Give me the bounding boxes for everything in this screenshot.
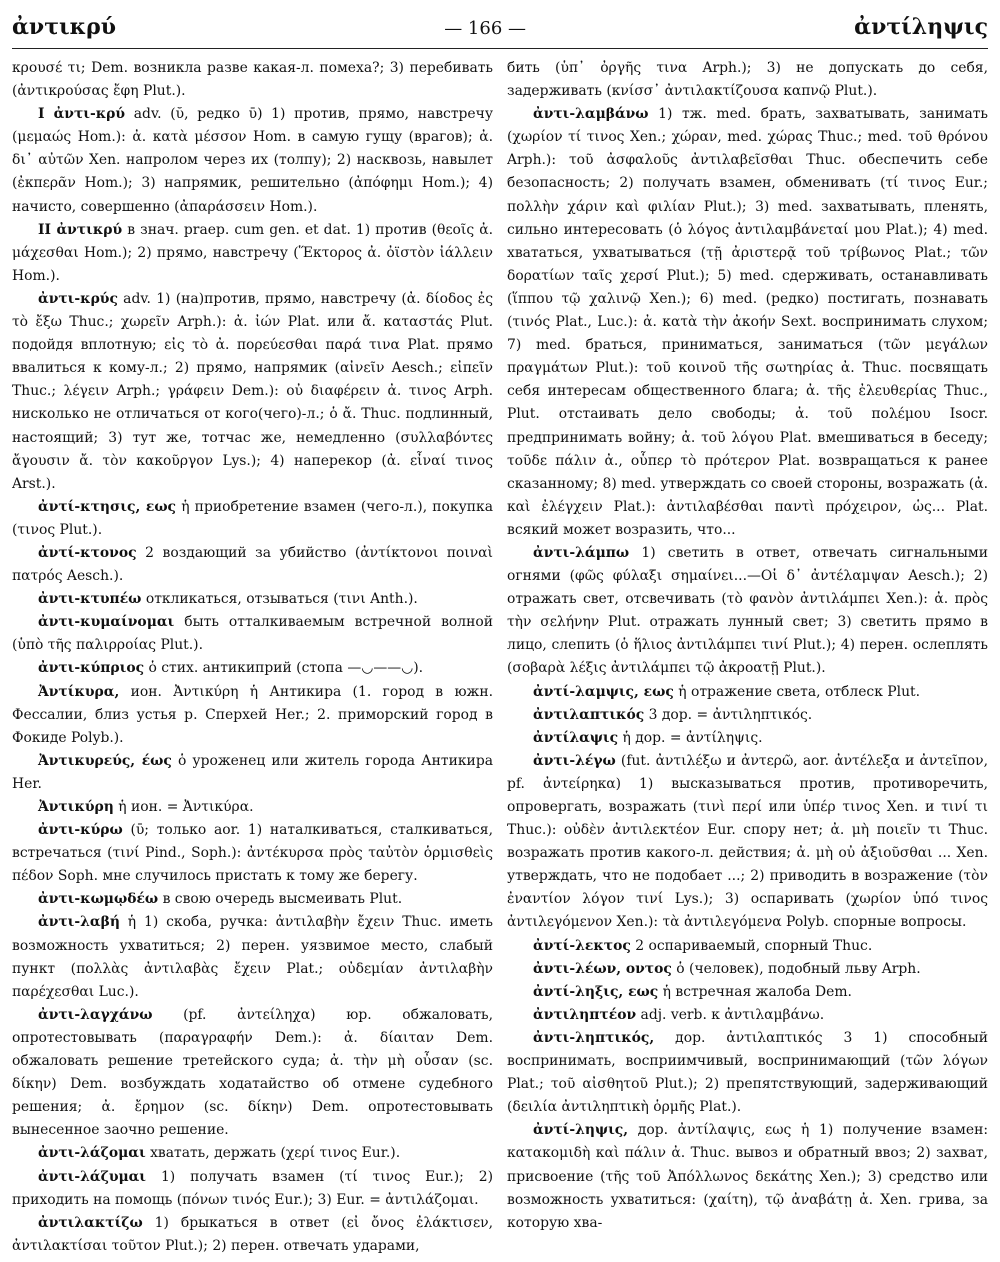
dictionary-entry — [507, 727, 988, 750]
dictionary-entry — [12, 681, 493, 750]
entry-definition: 3 дор. = ἀντιληπτικός. — [648, 706, 813, 723]
dictionary-entry — [507, 1004, 988, 1027]
text-columns — [12, 49, 988, 1262]
entry-headword: ἀντιλαπτικός — [533, 706, 645, 723]
right-column — [507, 57, 988, 1262]
entry-headword: ἀντι-λάζομαι — [38, 1145, 146, 1162]
entry-headword: ἀντί-ληξις, εως — [533, 983, 659, 1000]
entry-headword: ἀντί-ληψις, — [533, 1122, 629, 1139]
dictionary-entry — [507, 704, 988, 727]
dictionary-entry — [507, 981, 988, 1004]
dictionary-entry — [507, 1119, 988, 1234]
dictionary-entry — [12, 1166, 493, 1212]
entry-headword: ἀντί-λεκτος — [533, 937, 631, 954]
entry-definition: быть отталкиваемым встречной волной (ὑπὸ τῆς παλιρροίας Plut.). — [12, 614, 493, 654]
entry-definition: в свою очередь высмеивать Plut. — [162, 891, 403, 908]
dictionary-entry — [12, 1212, 493, 1258]
entry-definition: хватать, держать (χερί τινος Eur.). — [150, 1145, 401, 1162]
entry-headword: ἀντι-λάζυμαι — [38, 1168, 147, 1185]
entry-headword: ἀντι-κτυπέω — [38, 591, 142, 608]
entry-definition: ὁ (человек), подобный льву Arph. — [676, 960, 921, 977]
dictionary-entry — [12, 103, 493, 218]
entry-definition: 1) светить в ответ, отвечать сигнальными огнями (φῶς φύλαξι σημαίνει...—Οἱ δ᾽ ἀντέλαμψαν Aesch.); 2) отражать свет, отсвечивать (τὸ φανὸν ἀντιλάμπει Xen.): ἀ. πρὸς τὴν σελήνην Plut. отражать лунный свет; 3) светить прямо в лицо, слепить (ὁ ἥλιος ἀντιλάμπει τινί Plut.); 4) перен. ослеплять (σοβαρὰ λέξις ἀντιλάμπει τῷ ἀκροατῇ Plut.). — [507, 544, 988, 677]
entry-headword: ἀντι-λέγω — [533, 752, 616, 769]
page-header — [12, 14, 988, 49]
entry-headword: ἀντι-λαγχάνω — [38, 1006, 153, 1023]
dictionary-entry — [12, 888, 493, 911]
entry-definition: ион. Ἀντικύρη ἡ Антикира (1. город в южн. Фессалии, близ устья р. Сперхей Her.; 2. приморский город в Фокиде Polyb.). — [12, 683, 493, 746]
entry-headword: ἀντι-κρύς — [38, 290, 118, 307]
dictionary-entry — [507, 1027, 988, 1119]
dictionary-entry — [507, 935, 988, 958]
left-column — [12, 57, 493, 1262]
entry-definition: ἡ дор. = ἀντίληψις. — [622, 729, 763, 746]
dictionary-entry — [12, 219, 493, 288]
entry-definition: (ῡ; только aor. 1) наталкиваться, сталкиваться, встречаться (τινί Pind., Soph.): ἀντέκυρσα πρὸς ταὐτὸν ὁρμισθεὶς πέδον Soph. мне случилось пристать к тому же берегу. — [12, 822, 493, 885]
entry-definition: 1) тж. med. брать, захватывать, занимать (χωρίον τί τινος Xen.; χώραν, med. χώρας Thuc.; med. τοῦ θρόνου Arph.): τοῦ ἀσφαλοῦς ἀντιλαβεῖσθαι Thuc. обеспечить себе безопасность; 2) получать взамен, обменивать (τί τινος Eur.; πολλὴν χάριν καὶ φιλίαν Plut.); 3) med. захватывать, пленять, сильно интересовать (ὁ λόγος ἀντιλαμβάνεταί μου Plat.); 4) med. хвататься, ухватываться (τῇ ἀριστερᾷ τοῦ τρίβωνος Plat.; τῶν δορατίων ταῖς χερσί Plut.); 5) med. сдерживать, останавливать (ἵππου τῷ χαλινῷ Xen.); 6) med. (редко) постигать, познавать (τινός Plat., Luc.): ἀ. κατὰ τὴν ἀκοήν Sext. воспринимать слухом; 7) med. браться, приниматься, заниматься (τῶν μεγάλων πραγμάτων Plut.): τοῦ κοινοῦ τῆς σωτηρίας ἀ. Thuc. посвящать себя интересам общественного блага; ἀ. τῆς ἐλευθερίας Thuc., Plut. отстаивать дело свободы; ἀ. τοῦ πολέμου Isocr. предпринимать войну; ἀ. τοῦ λόγου Plat. вмешиваться в беседу; τοῦδε πάλιν ἀ., οὗπερ τὸ πρότερον Plat. возвращаться к ранее сказанному; 8) med. утверждать со своей стороны, возражать (ἀ. καὶ ἐλέγχειν Plat.): ἀντιλαβέσθαι παντὶ πρόχειρον, ὡς... Plat. всякий может возразить, что... — [507, 106, 988, 538]
entry-definition: ἡ 1) скоба, ручка: ἀντιλαβὴν ἔχειν Thuc. иметь возможность ухватиться; 2) перен. уязвимое место, слабый пункт (πολλὰς ἀντιλαβὰς ἔχειν Plat.; οὐδεμίαν ἀντιλαβὴν παρέχεσθαι Luc.). — [12, 914, 493, 1000]
entry-definition: adv. (ῠ, редко ῡ) 1) против, прямо, навстречу (μεμαώς Hom.): ἀ. κατὰ μέσσον Hom. в самую гущу (врагов); ἀ. δι᾽ αὐτῶν Xen. напролом через их (толпу); 2) насквозь, навылет (ἐκπερᾶν Hom.); 3) напрямик, решительно (ἀπόφημι Hom.); 4) начисто, совершенно (ἀπαράσσειν Hom.). — [12, 106, 493, 215]
entry-headword: ἀντι-κωμῳδέω — [38, 891, 159, 908]
entry-definition: 2 воздающий за убийство (ἀντίκτονοι ποιναὶ πατρός Aesch.). — [12, 544, 493, 585]
entry-headword: ἀντί-κτησις, εως — [38, 498, 176, 515]
entry-definition: дор. ἀντίλαψις, εως ἡ 1) получение взамен: κατακομιδὴ καὶ πάλιν ἀ. Thuc. вывоз и обратный ввоз; 2) захват, присвоение (τῆς τοῦ Ἀπόλλωνος δεκάτης Xen.); 3) средство или возможность ухватиться: (χαίτη), τῷ ἀναβάτῃ ἀ. Xen. грива, за которую хва- — [507, 1122, 988, 1231]
entry-definition: откликаться, отзываться (τινι Anth.). — [145, 591, 418, 608]
dictionary-entry — [12, 496, 493, 542]
dictionary-entry — [507, 750, 988, 935]
entry-definition: 2 оспариваемый, спорный Thuc. — [635, 937, 873, 954]
entry-definition: (fut. ἀντιλέξω и ἀντερῶ, aor. ἀντέλεξα и ἀντεῖπον, pf. ἀντείρηκα) 1) высказываться против, противоречить, опровергать, возражать (τινὶ περί или ὑπέρ τινος Xen. и τινί τι Thuc.): οὐδὲν ἀντιλεκτέον Eur. спору нет; ἀ. μὴ ποιεῖν τι Thuc. возражать против какого-л. действия; ἀ. μὴ οὐ ἀξιοῦσθαι ... Xen. утверждать, что не подобает ...; 2) приводить в возражение (τὸν ἐναντίον λόγον τινί Lys.); 3) оспаривать (χωρίον ὑπό τινος ἀντιλεγόμενον Xen.): τὰ ἀντιλεγόμενα Polyb. спорные вопросы. — [507, 752, 988, 931]
entry-headword: Ἀντίκυρα, — [38, 683, 120, 700]
entry-definition: ἡ встречная жалоба Dem. — [662, 983, 852, 1000]
dictionary-entry — [12, 588, 493, 611]
dictionary-entry — [12, 1142, 493, 1165]
entry-definition: ἡ ион. = Ἀντικύρα. — [118, 799, 254, 815]
entry-headword: Ἀντικύρη — [38, 799, 114, 815]
dictionary-entry — [12, 57, 493, 103]
entry-definition: (pf. ἀντείληχα) юр. обжаловать, опротестовывать (παραγραφήν Dem.): ἀ. δίαιταν Dem. обжаловать решение третейского суда; ἀ. τὴν μὴ οὖσαν (sc. δίκην) Dem. возбуждать ходатайство об отмене судебного решения; ἀ. ἔρημον (sc. δίκην) Dem. опротестовывать вынесенное заочно решение. — [12, 1006, 493, 1139]
entry-headword: ἀντι-λέων, οντος — [533, 960, 672, 977]
entry-headword: ἀντι-κυμαίνομαι — [38, 614, 175, 631]
entry-definition: ὁ стих. антикиприй (стопа —◡——◡). — [148, 660, 424, 677]
entry-headword: ἀντι-κύπριος — [38, 660, 145, 677]
page-number: — 166 — — [444, 18, 526, 39]
entry-headword: II ἀντικρύ — [38, 221, 123, 238]
dictionary-entry — [12, 796, 493, 819]
dictionary-entry — [12, 542, 493, 588]
dictionary-entry — [12, 819, 493, 888]
dictionary-entry — [12, 1004, 493, 1143]
left-running-headword: ἀντικρύ — [12, 14, 117, 40]
entry-definition: ὁ уроженец или житель города Антикира Her. — [12, 752, 493, 792]
dictionary-entry — [12, 911, 493, 1003]
entry-definition: 1) брыкаться в ответ (εἰ ὄνος ἐλάκτισεν, ἀντιλακτίσαι τοῦτον Plut.); 2) перен. отвечать ударами, — [12, 1214, 493, 1254]
dictionary-entry — [12, 750, 493, 796]
entry-headword: ἀντίλαψις — [533, 729, 619, 746]
dictionary-entry — [12, 657, 493, 680]
entry-headword: I ἀντι-κρύ — [38, 106, 126, 123]
entry-definition: 1) получать взамен (τί τινος Eur.); 2) приходить на помощь (πόνων τινός Eur.); 3) Eur. = ἀντιλάζομαι. — [12, 1168, 493, 1208]
dictionary-entry — [507, 57, 988, 103]
entry-headword: ἀντι-κύρω — [38, 822, 123, 839]
entry-headword: Ἀντικυρεύς, έως — [38, 752, 172, 769]
entry-definition: adv. 1) (на)против, прямо, навстречу (ἀ. δίοδος ἐς τὸ ἔξω Thuc.; χωρεῖν Arph.): ἀ. ἰών Plat. или ἄ. καταστάς Plut. подойдя вплотную; εἰς τὸ ἀ. πορεύεσθαι παρά τινα Plat. прямо ввалиться к кому-л.; 2) прямо, напрямик (αἰνεῖν Aesch.; εἰπεῖν Thuc.; λέγειν Arph.; γράφειν Dem.): οὐ διαφέρειν ἀ. τινος Arph. нисколько не отличаться от кого(чего)-л.; ὁ ἄ. Thuc. подлинный, настоящий; 3) тут же, тотчас же, немедленно (συλλαβόντες ἄγουσιν ἄ. τὸν κακοῦργον Lys.); 4) наперекор (ἀ. εἶναί τινος Arst.). — [12, 290, 493, 492]
entry-headword: ἀντι-ληπτικός, — [533, 1029, 655, 1046]
entry-headword: ἀντί-κτονος — [38, 544, 137, 561]
entry-headword: ἀντι-λαβή — [38, 914, 120, 931]
dictionary-entry — [507, 681, 988, 704]
entry-definition: ἡ приобретение взамен (чего-л.), покупка (τινος Plut.). — [12, 498, 493, 538]
dictionary-entry — [12, 611, 493, 657]
dictionary-entry — [507, 958, 988, 981]
entry-definition: дор. ἀντιλαπτικός 3 1) способный воспринимать, восприимчивый, воспринимающий (τῶν λόγων Plat.; τοῦ αἰσθητοῦ Plut.); 2) препятствующий, задерживающий (δειλία ἀντιληπτικὴ ὁρμῆς Plat.). — [507, 1029, 988, 1116]
entry-headword: ἀντιληπτέον — [533, 1006, 637, 1023]
entry-definition: κρουσέ τι; Dem. возникла разве какая-л. помеха?; 3) перебивать (ἀντικρούσας ἔφη Plut.). — [12, 60, 493, 100]
right-running-headword: ἀντίληψις — [854, 14, 988, 40]
entry-headword: ἀντί-λαμψις, εως — [533, 683, 674, 700]
dictionary-entry — [12, 288, 493, 496]
entry-headword: ἀντι-λαμβάνω — [533, 106, 649, 123]
entry-headword: ἀντι-λάμπω — [533, 544, 630, 561]
entry-definition: ἡ отражение света, отблеск Plut. — [678, 683, 921, 700]
dictionary-entry — [507, 542, 988, 681]
entry-headword: ἀντιλακτίζω — [38, 1214, 143, 1231]
dictionary-entry — [507, 103, 988, 542]
entry-definition: в знач. praep. cum gen. et dat. 1) против (θεοῖς ἀ. μάχεσθαι Hom.); 2) прямо, навстречу (Ἕκτορος ἀ. ὀϊστὸν ἰάλλειν Hom.). — [12, 221, 493, 284]
entry-definition: adj. verb. к ἀντιλαμβάνω. — [640, 1006, 825, 1023]
entry-definition: бить (ὑπ᾽ ὀργῆς τινα Arph.); 3) не допускать до себя, задерживать (κνίσσ᾽ ἀντιλακτίζουσα καπνῷ Plut.). — [507, 60, 988, 100]
